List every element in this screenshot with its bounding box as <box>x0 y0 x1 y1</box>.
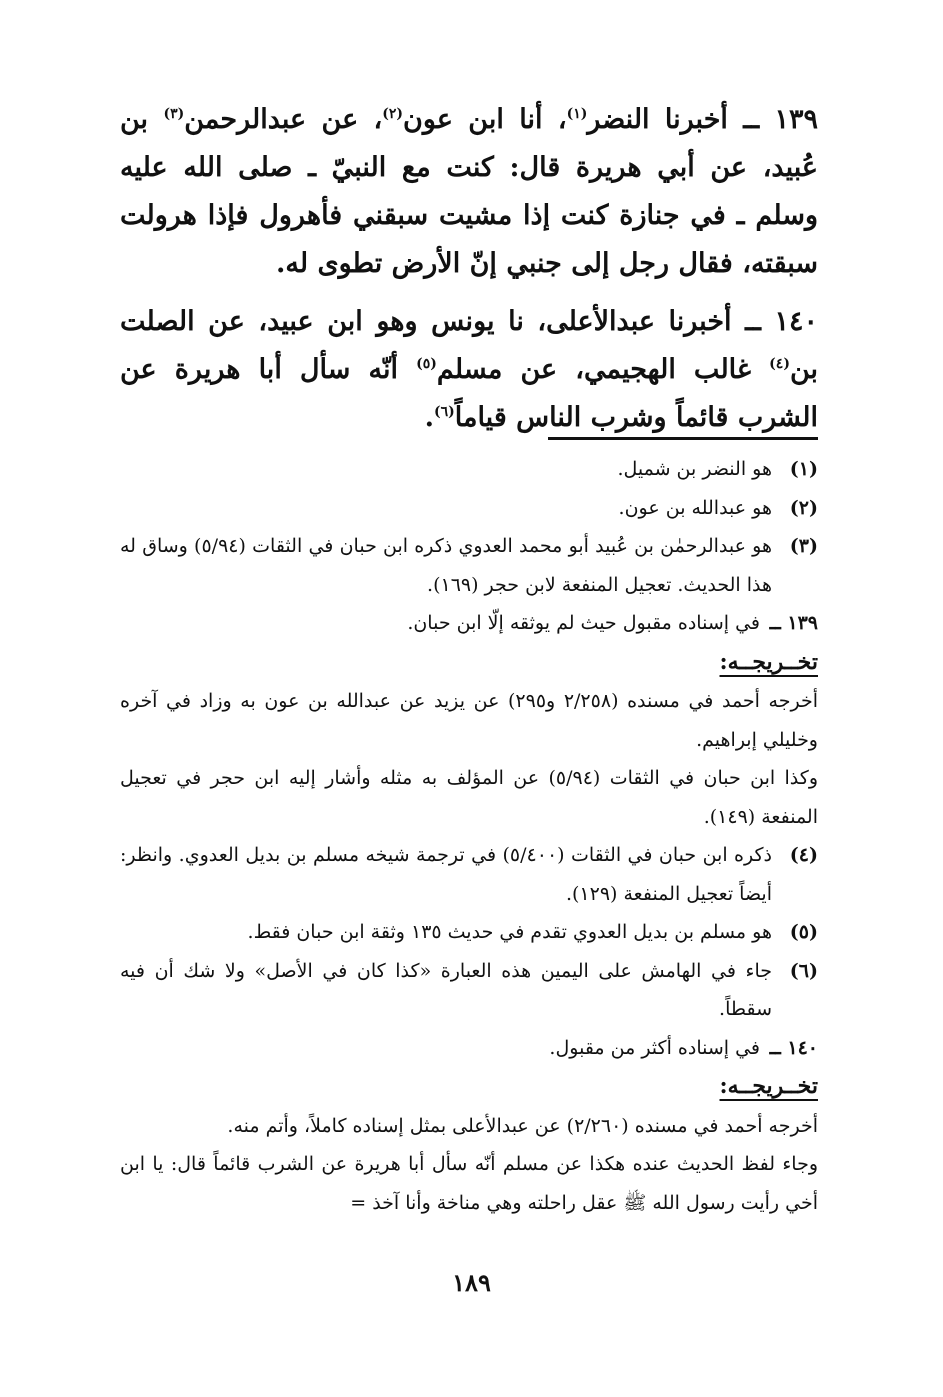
takhrij-139-paragraph-2: وكذا ابن حبان في الثقات (٥/٩٤) عن المؤلف به مثله وأشار إليه ابن حجر في تعجيل المنفعة (١٤٩). <box>120 767 819 828</box>
takhrij-label: تخــريجــه: <box>719 1073 818 1099</box>
footnote-label: (٤) <box>789 844 818 866</box>
footnote-4 <box>120 836 818 913</box>
hadith-text: . <box>424 402 434 433</box>
note-text: في إسناده مقبول حيث لم يوثقه إلّا ابن حبان. <box>407 612 760 634</box>
footnote-label: (٣) <box>789 535 818 557</box>
footnote-label: (٦) <box>789 959 818 982</box>
footnote-ref: (٢) <box>382 106 404 122</box>
takhrij-140-paragraph-2: وجاء لفظ الحديث عنده هكذا عن مسلم أنّه سأل أبا هريرة عن الشرب قائماً قال: يا ابن أخي رأيت رسول الله ﷺ عقل راحلته وهي مناخة وأنا آخذ = <box>120 1153 818 1214</box>
footnote-ref: (٤) <box>769 356 790 372</box>
hadith-number: ١٣٩ ــ <box>743 104 818 135</box>
footnote-ref: (٥) <box>416 356 437 372</box>
footnote-text: هو مسلم بن بديل العدوي تقدم في حديث ١٣٥ وثقة ابن حبان فقط. <box>247 921 772 943</box>
footnote-2 <box>120 489 818 528</box>
footnote-6 <box>120 952 818 1029</box>
hadith-text: غالب الهجيمي، عن مسلم <box>436 354 752 385</box>
footnote-separator <box>548 437 818 440</box>
hadith-text: بن عُبيد، عن أبي هريرة قال: كنت مع النبيّ ـ صلى الله عليه وسلم ـ في جنازة كنت إذا مشيت سبقني فأهرول فإذا هرولت سبقته، فقال رجل إلى جنبي إنّ الأرض تطوى له. <box>120 104 818 279</box>
note-139 <box>120 604 818 643</box>
hadith-text: ، عن عبدالرحمن <box>184 104 383 135</box>
hadith-text: أخبرنا النضر <box>587 104 728 135</box>
note-text: في إسناده أكثر من مقبول. <box>549 1036 760 1059</box>
footnote-text: هو عبدالرحمٰن بن عُبيد أبو محمد العدوي ذكره ابن حبان في الثقات (٥/٩٤) وساق له هذا الحديث. تعجيل المنفعة لابن حجر (١٦٩). <box>120 535 772 596</box>
footnote-label: (٥) <box>789 921 818 943</box>
takhrij-label: تخــريجــه: <box>719 648 818 675</box>
hadith-139 <box>120 96 818 288</box>
takhrij-heading-140 <box>120 1067 818 1107</box>
footnote-ref: (٣) <box>163 106 185 122</box>
footnote-1 <box>120 450 818 489</box>
footnote-text: هو النضر بن شميل. <box>617 458 772 480</box>
footnote-text: ذكره ابن حبان في الثقات (٥/٤٠٠) في ترجمة شيخه مسلم بن بديل العدوي. وانظر: أيضاً تعجيل المنفعة (١٢٩). <box>120 844 772 905</box>
hadith-text: أنّه سأل أبا هريرة عن الشرب قائماً وشرب الناس قياماً <box>120 354 818 433</box>
footnote-ref: (١) <box>566 106 588 122</box>
note-label: ١٣٩ ــ <box>769 612 818 634</box>
hadith-number: ١٤٠ ــ <box>745 306 818 337</box>
hadith-text: ، أنا ابن عون <box>403 104 567 135</box>
takhrij-140-paragraph-1: أخرجه أحمد في مسنده (٢/٢٦٠) عن عبدالأعلى بمثل إسناده كاملاً، وأتم منه. <box>227 1114 818 1137</box>
footnote-label: (١) <box>789 458 818 480</box>
footnote-text: هو عبدالله بن عون. <box>618 496 772 519</box>
note-label: ١٤٠ ــ <box>769 1036 818 1059</box>
takhrij-139-paragraph-1: أخرجه أحمد في مسنده (٢/٢٥٨ و٢٩٥) عن يزيد عن عبدالله بن عون به وزاد في آخره وخليلي إبراهيم. <box>120 690 818 751</box>
footnotes <box>120 450 818 1222</box>
hadith-text: أخبرنا عبدالأعلى، نا يونس وهو ابن عبيد، عن الصلت بن <box>120 306 819 385</box>
main-text <box>120 96 818 442</box>
footnote-label: (٢) <box>789 496 818 519</box>
hadith-140 <box>120 298 818 442</box>
footnote-text: جاء في الهامش على اليمين هذه العبارة «كذا كان في الأصل» ولا شك أن فيه سقطاً. <box>120 959 772 1020</box>
page-number: ١٨٩ <box>452 1268 491 1297</box>
note-140 <box>120 1029 818 1068</box>
footnote-5 <box>120 913 818 952</box>
footnote-ref: (٦) <box>433 404 455 420</box>
takhrij-heading-139 <box>120 643 818 683</box>
footnote-3 <box>120 527 818 604</box>
